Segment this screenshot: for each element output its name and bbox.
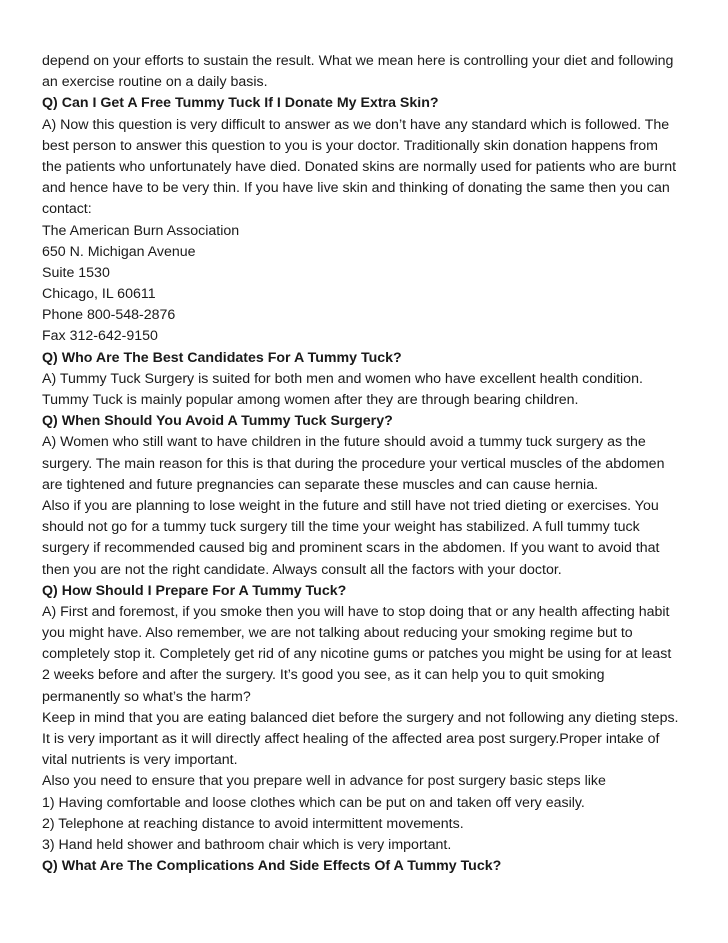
text-line: best person to answer this question to you is your doctor. Traditionally skin donation happens from: [42, 137, 658, 154]
text-line: an exercise routine on a daily basis.: [42, 74, 268, 91]
question-heading: Q) Can I Get A Free Tummy Tuck If I Donate My Extra Skin?: [42, 95, 439, 112]
text-line: vital nutrients is very important.: [42, 752, 238, 769]
question-heading: Q) When Should You Avoid A Tummy Tuck Surgery?: [42, 413, 393, 430]
text-line: Also you need to ensure that you prepare well in advance for post surgery basic steps like: [42, 773, 606, 790]
text-line: should not go for a tummy tuck surgery till the time your weight has stabilized. A full tummy tuck: [42, 519, 640, 536]
text-line: Keep in mind that you are eating balanced diet before the surgery and not following any dieting steps.: [42, 709, 679, 726]
question-heading: Q) What Are The Complications And Side Effects Of A Tummy Tuck?: [42, 858, 502, 875]
text-line: A) Now this question is very difficult to answer as we don’t have any standard which is followed. The: [42, 116, 670, 133]
text-line: Also if you are planning to lose weight in the future and still have not tried dieting or exercises. You: [42, 497, 659, 514]
text-line: surgery if recommended caused big and prominent scars in the abdomen. If you want to avoid that: [42, 540, 660, 557]
text-line: 2 weeks before and after the surgery. It’s good you see, as it can help you to quit smoking: [42, 667, 605, 684]
text-line: completely stop it. Completely get rid of any nicotine gums or patches you might be using for at least: [42, 646, 672, 663]
text-line: 3) Hand held shower and bathroom chair which is very important.: [42, 836, 452, 853]
text-line: 650 N. Michigan Avenue: [42, 243, 196, 260]
question-heading: Q) How Should I Prepare For A Tummy Tuck?: [42, 582, 347, 599]
text-line: Suite 1530: [42, 264, 110, 281]
text-line: Tummy Tuck is mainly popular among women after they are through bearing children.: [42, 392, 579, 408]
text-line: A) Tummy Tuck Surgery is suited for both men and women who have excellent health condition.: [42, 370, 643, 387]
text-line: The American Burn Association: [42, 222, 240, 239]
text-line: It is very important as it will directly affect healing of the affected area post surgery.Proper intake of: [42, 731, 660, 747]
text-line: Fax 312-642-9150: [42, 328, 158, 345]
text-line: 1) Having comfortable and loose clothes which can be put on and taken off very easily.: [42, 794, 585, 811]
question-heading: Q) Who Are The Best Candidates For A Tummy Tuck?: [42, 349, 402, 366]
text-line: Chicago, IL 60611: [42, 286, 156, 303]
text-line: contact:: [42, 201, 92, 218]
document-page: [42, 51, 702, 877]
text-line: A) First and foremost, if you smoke then you will have to stop doing that or any health affecting habit: [42, 603, 670, 620]
text-line: depend on your efforts to sustain the result. What we mean here is controlling your diet and following: [42, 53, 674, 69]
text-line: the patients who unfortunately have died. Donated skins are normally used for patients who are burnt: [42, 158, 677, 175]
text-line: Phone 800-548-2876: [42, 307, 176, 324]
text-line: 2) Telephone at reaching distance to avoid intermittent movements.: [42, 815, 464, 832]
text-line: and hence have to be very thin. If you have live skin and thinking of donating the same then you can: [42, 180, 670, 197]
text-line: permanently so what’s the harm?: [42, 688, 251, 705]
text-line: then you are not the right candidate. Always consult all the factors with your doctor.: [42, 561, 562, 578]
text-line: you might have. Also remember, we are not talking about reducing your smoking regime but to: [42, 625, 633, 642]
text-line: are tightened and future pregnancies can separate these muscles and can cause hernia.: [42, 476, 599, 493]
text-line: surgery. The main reason for this is that during the procedure your vertical muscles of the abdomen: [42, 455, 665, 472]
text-line: A) Women who still want to have children in the future should avoid a tummy tuck surgery as the: [42, 434, 646, 451]
